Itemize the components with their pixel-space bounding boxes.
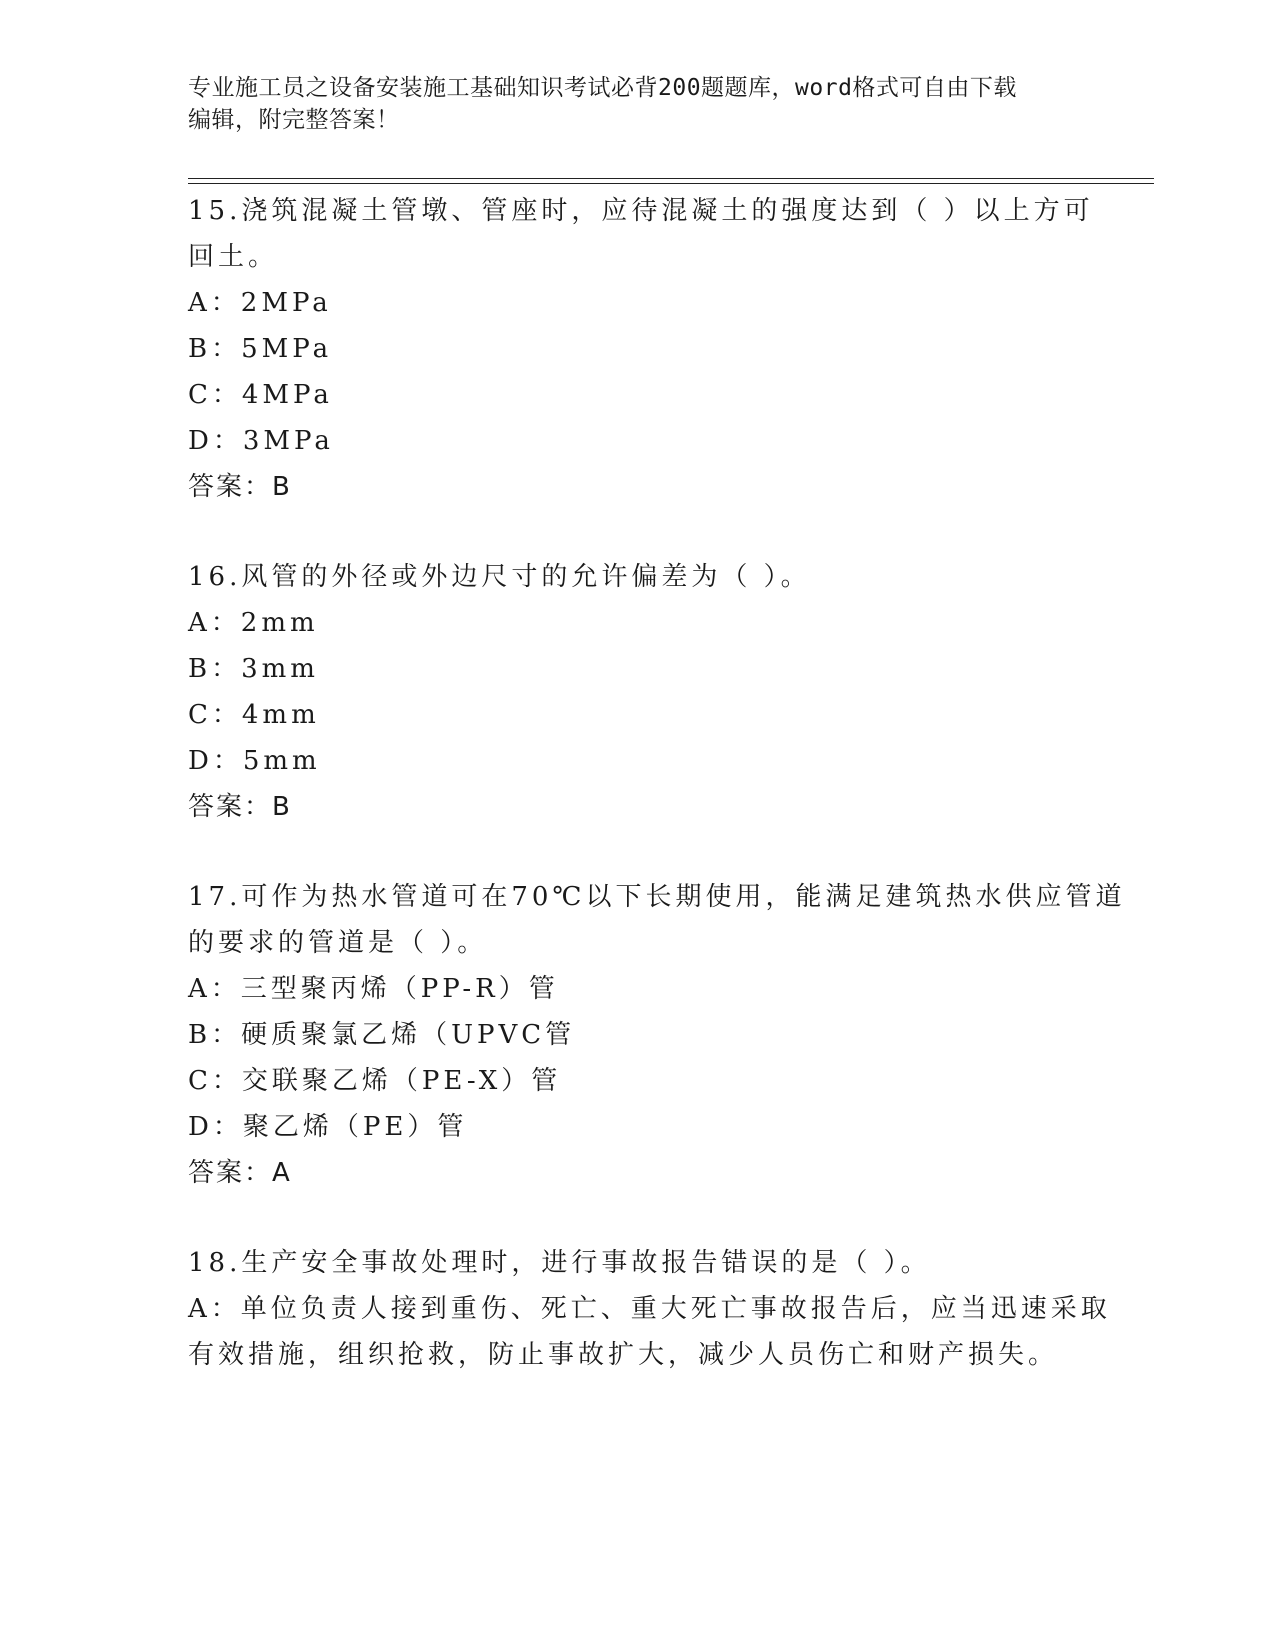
question-list	[188, 188, 1126, 1378]
question-stem: 回土。	[188, 242, 279, 272]
option-a: A：2mm	[188, 608, 319, 638]
option-a: A：三型聚丙烯（PP-R）管	[188, 974, 559, 1004]
option-c: C：4mm	[188, 700, 320, 730]
question-18	[188, 1240, 1111, 1378]
question-stem: 的要求的管道是（ ）。	[188, 928, 488, 958]
question-stem: 15.浇筑混凝土管墩、管座时，应待混凝土的强度达到（ ）以上方可	[188, 196, 1094, 226]
document-header	[188, 72, 1068, 136]
option-a: A：单位负责人接到重伤、死亡、重大死亡事故报告后，应当迅速采取	[188, 1294, 1111, 1324]
question-stem: 18.生产安全事故处理时，进行事故报告错误的是（ ）。	[188, 1248, 931, 1278]
answer-line: 答案：B	[188, 792, 292, 822]
question-17	[188, 874, 1126, 1196]
option-a: A：2MPa	[188, 288, 332, 318]
option-d: D：聚乙烯（PE）管	[188, 1112, 468, 1142]
question-stem: 17.可作为热水管道可在70℃以下长期使用，能满足建筑热水供应管道	[188, 882, 1126, 912]
option-a-continued: 有效措施，组织抢救，防止事故扩大，减少人员伤亡和财产损失。	[188, 1340, 1059, 1370]
option-b: B：5MPa	[188, 334, 333, 364]
question-stem: 16.风管的外径或外边尺寸的允许偏差为（ ）。	[188, 562, 811, 592]
option-c: C：交联聚乙烯（PE-X）管	[188, 1066, 562, 1096]
option-b: B：硬质聚氯乙烯（UPVC管	[188, 1020, 576, 1050]
header-divider-top	[188, 178, 1154, 179]
question-15	[188, 188, 1094, 510]
header-divider-bottom	[188, 183, 1154, 184]
option-c: C：4MPa	[188, 380, 333, 410]
option-b: B：3mm	[188, 654, 319, 684]
option-d: D：5mm	[188, 746, 321, 776]
answer-line: 答案：B	[188, 472, 292, 502]
header-title-line-1: 专业施工员之设备安装施工基础知识考试必背200题题库，word格式可自由下载	[188, 75, 1017, 101]
option-d: D：3MPa	[188, 426, 334, 456]
answer-line: 答案：A	[188, 1158, 292, 1188]
header-title-line-2: 编辑，附完整答案！	[188, 107, 400, 133]
question-16	[188, 554, 1088, 830]
